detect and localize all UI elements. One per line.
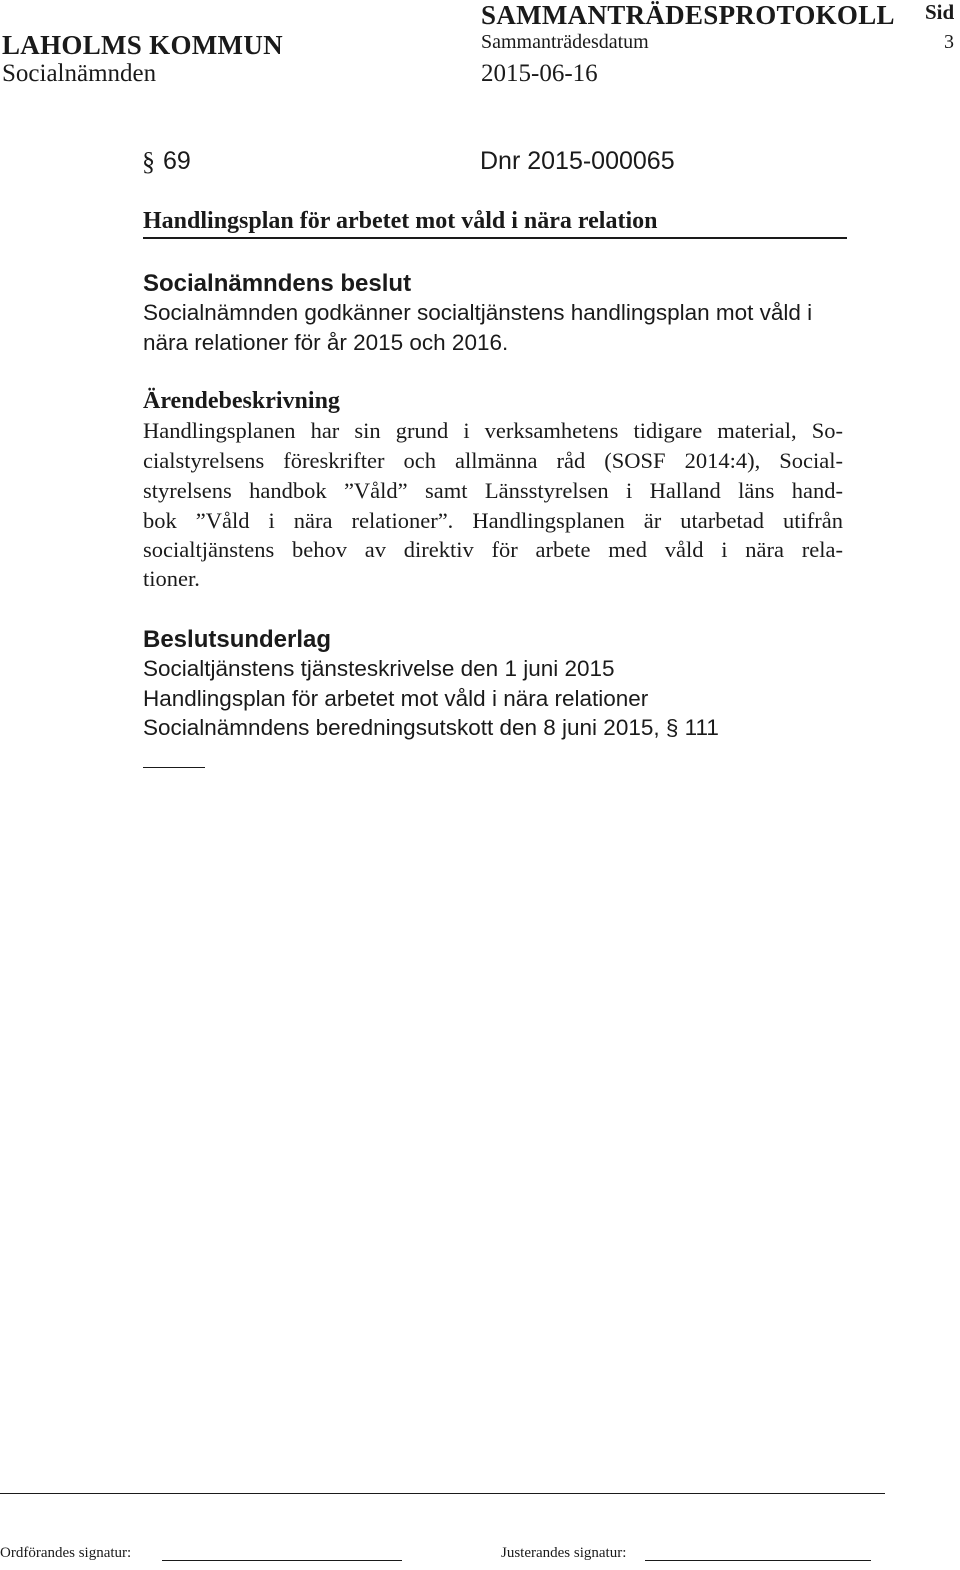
meeting-date-label: Sammanträdesdatum bbox=[481, 31, 649, 53]
document-type: SAMMANTRÄDESPROTOKOLL bbox=[481, 0, 895, 30]
description-line: styrelsens handbok ”Våld” samt Länsstyrelsen i Halland läns hand- bbox=[143, 478, 843, 503]
decision-line: nära relationer för år 2015 och 2016. bbox=[143, 330, 509, 355]
meeting-date: 2015-06-16 bbox=[481, 60, 598, 87]
description-heading: Ärendebeskrivning bbox=[143, 388, 340, 414]
item-title: Handlingsplan för arbetet mot våld i nära relation bbox=[143, 208, 658, 234]
page-label: Sid bbox=[925, 0, 955, 24]
adjuster-signature-line[interactable] bbox=[645, 1560, 871, 1561]
description-line: bok ”Våld i nära relationer”. Handlingsplanen är utarbetad utifrån bbox=[143, 508, 843, 533]
section-end-rule bbox=[143, 767, 205, 768]
chair-signature-label: Ordförandes signatur: bbox=[0, 1545, 132, 1561]
title-underline bbox=[143, 237, 847, 239]
basis-item: Socialnämndens beredningsutskott den 8 juni 2015, § 111 bbox=[143, 715, 719, 740]
adjuster-signature-label: Justerandes signatur: bbox=[501, 1545, 627, 1561]
page-number: 3 bbox=[944, 31, 954, 53]
footer-rule bbox=[0, 1493, 885, 1494]
decision-line: Socialnämnden godkänner socialtjänstens handlingsplan mot våld i bbox=[143, 300, 813, 325]
chair-signature-line[interactable] bbox=[162, 1560, 402, 1561]
description-line: socialtjänstens behov av direktiv för arbete med våld i nära rela- bbox=[143, 537, 843, 562]
decision-heading: Socialnämndens beslut bbox=[143, 270, 412, 297]
basis-item: Handlingsplan för arbetet mot våld i nära relationer bbox=[143, 686, 649, 711]
basis-item: Socialtjänstens tjänsteskrivelse den 1 juni 2015 bbox=[143, 656, 615, 681]
basis-heading: Beslutsunderlag bbox=[143, 626, 332, 653]
description-line: Handlingsplanen har sin grund i verksamhetens tidigare material, So- bbox=[143, 418, 843, 443]
description-line: cialstyrelsens föreskrifter och allmänna råd (SOSF 2014:4), Social- bbox=[143, 448, 843, 473]
paragraph-number: 69 bbox=[163, 147, 191, 175]
description-line: tioner. bbox=[143, 566, 200, 591]
case-number: Dnr 2015-000065 bbox=[480, 147, 675, 175]
department-name: Socialnämnden bbox=[2, 60, 157, 87]
paragraph-sign: § bbox=[142, 147, 155, 176]
organization-name: LAHOLMS KOMMUN bbox=[2, 30, 283, 60]
